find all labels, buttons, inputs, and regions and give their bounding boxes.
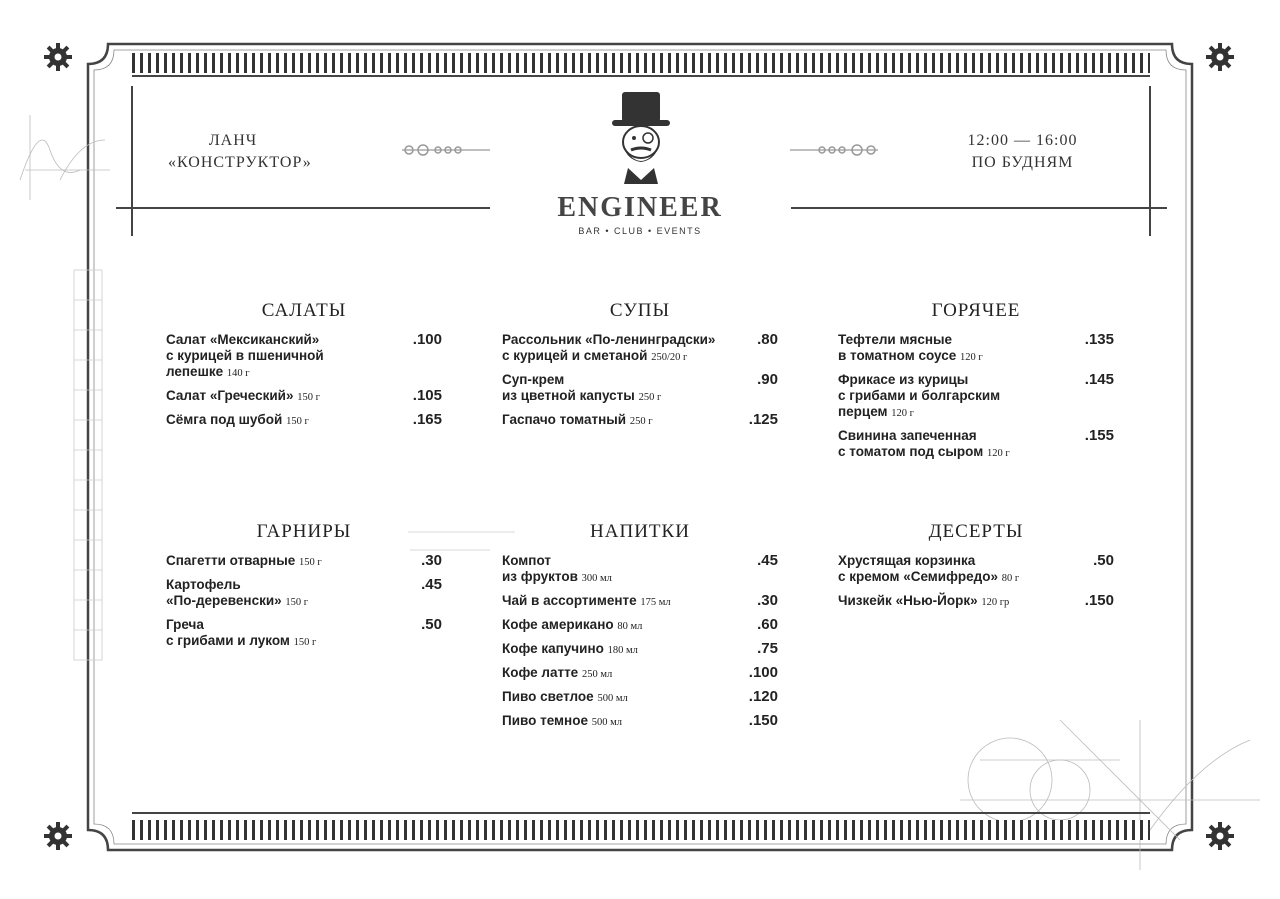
- section-drinks: [502, 521, 778, 737]
- section-salads: [166, 300, 442, 436]
- menu-item-weight: 500 мл: [591, 717, 622, 728]
- menu-item-name: [502, 689, 722, 707]
- menu-item-weight: 150 г: [293, 637, 317, 648]
- menu-item-price: .165: [412, 411, 442, 428]
- menu-item-weight: 120 г: [986, 448, 1010, 459]
- menu-item-name-text: Сёмга под шубой: [166, 412, 283, 427]
- menu-item-price: .30: [421, 552, 442, 569]
- top-tick-border: [132, 53, 1150, 73]
- menu-item: [838, 332, 1114, 366]
- menu-item: [502, 593, 778, 611]
- menu-item-weight: 80 г: [1001, 573, 1020, 584]
- brand-tagline: BAR • CLUB • EVENTS: [578, 226, 702, 236]
- lunch-title-line2: «КОНСТРУКТОР»: [168, 154, 312, 171]
- menu-item-name: [502, 713, 722, 731]
- menu-item-weight: 250 г: [638, 392, 662, 403]
- menu-item-weight: 150 г: [286, 416, 309, 427]
- menu-item: [502, 332, 778, 366]
- brand-name: ENGINEER: [557, 192, 723, 223]
- menu-item: [502, 412, 778, 430]
- menu-item-price: .150: [748, 712, 778, 729]
- menu-item-name-text: Кофе капучино: [502, 641, 604, 656]
- menu-item-price: .90: [757, 371, 778, 388]
- menu-item-name: [502, 553, 722, 587]
- menu-item: [166, 388, 442, 406]
- section-title: ДЕСЕРТЫ: [928, 521, 1024, 542]
- menu-item-price: .100: [748, 664, 778, 681]
- menu-item-name-text: Салат «Греческий»: [166, 388, 294, 403]
- menu-item: [838, 553, 1114, 587]
- menu-item-name: [838, 593, 1058, 611]
- menu-item-name: [502, 412, 722, 430]
- menu-item-name: [502, 332, 722, 366]
- section-garnish: [166, 521, 442, 657]
- menu-item-name: [838, 332, 1058, 366]
- menu-item-name: [502, 641, 722, 659]
- menu-item-name: [166, 412, 386, 430]
- menu-item-name-text: Компот из фруктов: [502, 553, 578, 584]
- menu-item-weight: 150 г: [299, 557, 322, 568]
- menu-item-name: [838, 372, 1058, 422]
- menu-item-name-text: Салат «Мексиканский» с курицей в пшеничной лепешке: [166, 332, 324, 379]
- menu-item-price: .100: [412, 331, 442, 348]
- section-title: СУПЫ: [609, 300, 671, 321]
- menu-item-name: [166, 388, 386, 406]
- menu-item-name: [502, 372, 722, 406]
- lunch-hours-time: 12:00 — 16:00: [967, 132, 1078, 149]
- menu-item-name: [838, 553, 1058, 587]
- menu-item: [166, 617, 442, 651]
- top-rule: [132, 75, 1150, 77]
- header-right-bracket: [1149, 86, 1151, 236]
- menu-item-name: [502, 617, 722, 635]
- menu-item: [166, 412, 442, 430]
- menu-item-weight: 180 мл: [607, 645, 638, 656]
- menu-item-price: .75: [757, 640, 778, 657]
- menu-item: [166, 332, 442, 382]
- menu-item-weight: 150 г: [285, 597, 309, 608]
- menu-item-price: .105: [412, 387, 442, 404]
- menu-item-price: .50: [421, 616, 442, 633]
- menu-item-name-text: Рассольник «По-ленинградски» с курицей и сметаной: [502, 332, 716, 363]
- menu-item-name-text: Тефтели мясные в томатном соусе: [838, 332, 957, 363]
- menu-item-name: [166, 577, 386, 611]
- menu-item-price: .150: [1084, 592, 1114, 609]
- menu-item-price: .30: [757, 592, 778, 609]
- engineer-logo-mascot-icon: [606, 88, 676, 186]
- menu-item-weight: 250 мл: [581, 669, 613, 680]
- menu-item-name-text: Фрикасе из курицы с грибами и болгарским перцем: [838, 372, 1001, 419]
- section-title: ГАРНИРЫ: [256, 521, 352, 542]
- menu-item-weight: 80 мл: [617, 621, 643, 632]
- menu-item-name-text: Пиво темное: [502, 713, 588, 728]
- menu-item-price: .125: [748, 411, 778, 428]
- menu-item: [838, 372, 1114, 422]
- menu-item: [838, 593, 1114, 611]
- menu-item-price: .120: [748, 688, 778, 705]
- menu-item-weight: 175 мл: [640, 597, 671, 608]
- menu-item-weight: 250/20 г: [651, 352, 688, 363]
- menu-item: [838, 428, 1114, 462]
- bottom-tick-border: [132, 820, 1150, 840]
- menu-item-name-text: Чай в ассортименте: [502, 593, 637, 608]
- gear-icon: [43, 42, 73, 72]
- menu-item-name: [838, 428, 1058, 462]
- right-ornament-icon: [790, 141, 878, 159]
- section-title: ГОРЯЧЕЕ: [931, 300, 1021, 321]
- menu-item-weight: 120 г: [891, 408, 914, 419]
- menu-item-name: [166, 332, 386, 382]
- menu-item-price: .45: [757, 552, 778, 569]
- gear-icon: [43, 821, 73, 851]
- left-ornament-icon: [402, 141, 490, 159]
- menu-item: [502, 617, 778, 635]
- gear-icon: [1205, 821, 1235, 851]
- bottom-rule: [132, 812, 1150, 814]
- lunch-title-line1: ЛАНЧ: [208, 132, 258, 149]
- header-left-rule: [116, 207, 490, 209]
- section-title: НАПИТКИ: [590, 521, 690, 542]
- menu-item-name-text: Греча с грибами и луком: [166, 617, 290, 648]
- menu-item-price: .135: [1084, 331, 1114, 348]
- header-left-bracket: [131, 86, 133, 236]
- menu-item: [166, 553, 442, 571]
- menu-item-name-text: Картофель «По-деревенски»: [166, 577, 282, 608]
- menu-item-name-text: Хрустящая корзинка с кремом «Семифредо»: [838, 553, 998, 584]
- menu-item-name: [166, 617, 386, 651]
- menu-item-name: [166, 553, 386, 571]
- header-right-rule: [791, 207, 1167, 209]
- menu-item-weight: 120 г: [959, 352, 983, 363]
- menu-item: [502, 553, 778, 587]
- menu-item-name-text: Пиво светлое: [502, 689, 594, 704]
- menu-item-weight: 140 г: [226, 368, 250, 379]
- menu-item-name: [502, 665, 722, 683]
- menu-item-price: .60: [757, 616, 778, 633]
- menu-item-weight: 300 мл: [581, 573, 612, 584]
- menu-item: [502, 641, 778, 659]
- gear-icon: [1205, 42, 1235, 72]
- brand: [540, 192, 740, 236]
- section-desserts: [838, 521, 1114, 617]
- menu-item: [502, 689, 778, 707]
- menu-item-weight: 500 мл: [597, 693, 628, 704]
- menu-item-price: .145: [1084, 371, 1114, 388]
- menu-item-weight: 120 гр: [981, 597, 1010, 608]
- menu-item-name-text: Чизкейк «Нью-Йорк»: [838, 593, 978, 608]
- menu-item-weight: 150 г: [297, 392, 320, 403]
- section-title: САЛАТЫ: [261, 300, 347, 321]
- menu-item: [502, 665, 778, 683]
- menu-item-price: .45: [421, 576, 442, 593]
- section-hot: [838, 300, 1114, 468]
- lunch-title: [168, 130, 312, 174]
- menu-item: [502, 372, 778, 406]
- menu-item-price: .50: [1093, 552, 1114, 569]
- menu-item-price: .155: [1084, 427, 1114, 444]
- menu-item-name-text: Гаспачо томатный: [502, 412, 627, 427]
- menu-item: [502, 713, 778, 731]
- menu-item-name-text: Кофе американо: [502, 617, 614, 632]
- lunch-hours-days: ПО БУДНЯМ: [971, 154, 1074, 171]
- menu-item-price: .80: [757, 331, 778, 348]
- menu-item-weight: 250 г: [629, 416, 653, 427]
- menu-item: [166, 577, 442, 611]
- section-soups: [502, 300, 778, 436]
- menu-item-name-text: Суп-крем из цветной капусты: [502, 372, 635, 403]
- menu-item-name-text: Кофе латте: [502, 665, 579, 680]
- menu-item-name-text: Спагетти отварные: [166, 553, 296, 568]
- menu-item-name-text: Свинина запеченная с томатом под сыром: [838, 428, 984, 459]
- lunch-hours: [950, 130, 1095, 174]
- menu-item-name: [502, 593, 722, 611]
